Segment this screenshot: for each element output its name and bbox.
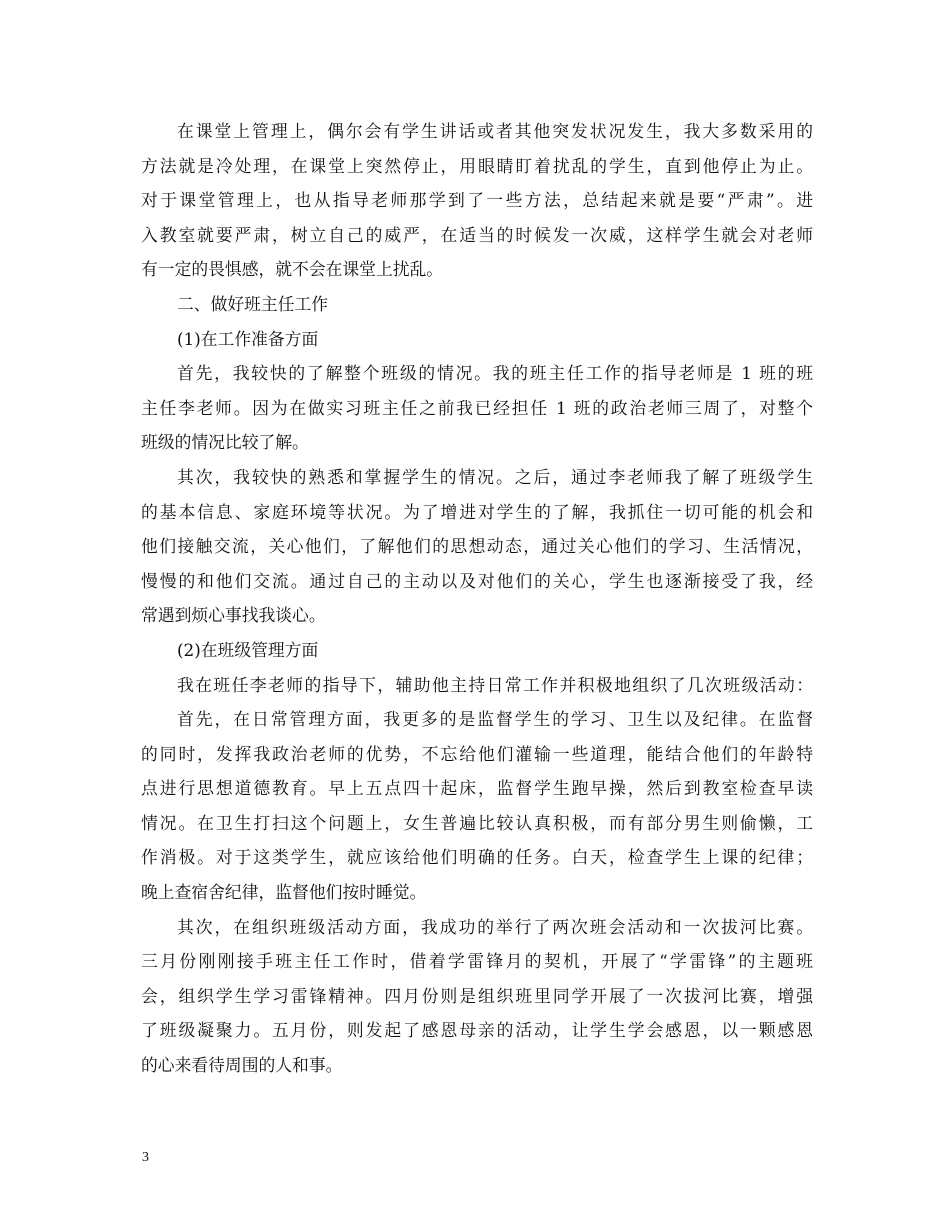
- text-line: 主任李老师。因为在做实习班主任之前我已经担任 1 班的政治老师三周了，对整个: [141, 397, 813, 418]
- text-line: 的基本信息、家庭环境等状况。为了增进对学生的了解，我抓住一切可能的机会和: [141, 501, 813, 522]
- text-line: 的心来看待周围的人和事。: [141, 1055, 343, 1076]
- text-line: 情况。在卫生打扫这个问题上，女生普遍比较认真积极，而有部分男生则偷懒，工: [141, 812, 813, 833]
- text-line: 了班级凝聚力。五月份，则发起了感恩母亲的活动，让学生学会感恩，以一颗感恩: [141, 1020, 813, 1041]
- text-line: 会，组织学生学习雷锋精神。四月份则是组织班里同学开展了一次拔河比赛，增强: [141, 985, 813, 1006]
- text-line: 二、做好班主任工作: [177, 293, 329, 314]
- text-line: 班级的情况比较了解。: [141, 432, 309, 453]
- page-number: 3: [142, 1150, 149, 1165]
- text-line: 三月份刚刚接手班主任工作时，借着学雷锋月的契机，开展了“学雷锋”的主题班: [141, 951, 813, 972]
- text-line: 对于课堂管理上，也从指导老师那学到了一些方法，总结起来就是要“严肃”。进: [141, 190, 813, 211]
- text-line: 常遇到烦心事找我谈心。: [141, 605, 326, 626]
- text-line: 晚上查宿舍纪律，监督他们按时睡觉。: [141, 882, 427, 903]
- text-line: 作消极。对于这类学生，就应该给他们明确的任务。白天，检查学生上课的纪律；: [141, 847, 813, 868]
- text-line: 点进行思想道德教育。早上五点四十起床，监督学生跑早操，然后到教室检查早读: [141, 778, 813, 799]
- text-line: 他们接触交流，关心他们，了解他们的思想动态，通过关心他们的学习、生活情况，: [141, 536, 813, 557]
- text-line: 在课堂上管理上，偶尔会有学生讲话或者其他突发状况发生，我大多数采用的: [177, 121, 813, 141]
- text-line: 我在班任李老师的指导下，辅助他主持日常工作并积极地组织了几次班级活动：: [177, 674, 813, 695]
- text-line: 慢慢的和他们交流。通过自己的主动以及对他们的关心，学生也逐渐接受了我，经: [141, 570, 813, 591]
- text-line: 首先，在日常管理方面，我更多的是监督学生的学习、卫生以及纪律。在监督: [177, 709, 813, 730]
- body-text: [141, 114, 813, 1083]
- text-line: 入教室就要严肃，树立自己的威严，在适当的时候发一次威，这样学生就会对老师: [141, 224, 813, 245]
- text-line: 的同时，发挥我政治老师的优势，不忘给他们灌输一些道理，能结合他们的年龄特: [141, 743, 813, 764]
- text-line: 方法就是冷处理，在课堂上突然停止，用眼睛盯着扰乱的学生，直到他停止为止。: [141, 155, 813, 176]
- text-line: (1)在工作准备方面: [177, 328, 319, 349]
- text-line: 有一定的畏惧感，就不会在课堂上扰乱。: [141, 259, 444, 280]
- text-line: 首先，我较快的了解整个班级的情况。我的班主任工作的指导老师是 1 班的班: [177, 363, 813, 384]
- text-line: (2)在班级管理方面: [177, 639, 319, 660]
- text-line: 其次，在组织班级活动方面，我成功的举行了两次班会活动和一次拔河比赛。: [177, 916, 813, 937]
- text-line: 其次，我较快的熟悉和掌握学生的情况。之后，通过李老师我了解了班级学生: [177, 466, 813, 487]
